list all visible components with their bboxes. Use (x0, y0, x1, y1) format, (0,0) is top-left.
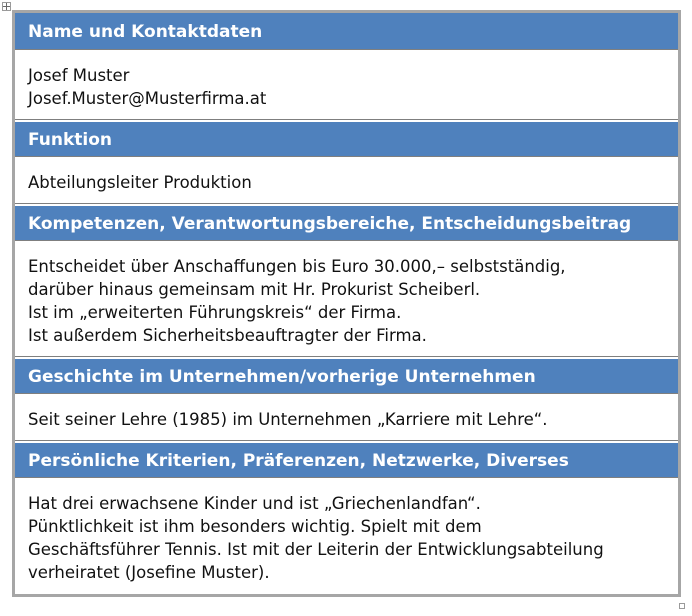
body-name-contact[interactable] (15, 49, 678, 120)
header-competences: Kompetenzen, Verantwortungsbereiche, Entscheidungsbeitrag (15, 204, 678, 240)
header-history: Geschichte im Unternehmen/vorherige Unternehmen (15, 357, 678, 393)
personal-line: Hat drei erwachsene Kinder und ist „Griechenlandfan“. (28, 494, 481, 513)
header-name-contact: Name und Kontaktdaten (15, 13, 678, 49)
competences-line: Entscheidet über Anschaffungen bis Euro 30.000,– selbstständig, (28, 257, 566, 276)
body-history[interactable] (15, 393, 678, 441)
contact-profile-table (12, 10, 681, 597)
personal-line: verheiratet (Josefine Muster). (28, 563, 270, 582)
personal-line: Pünktlichkeit ist ihm besonders wichtig. Spielt mit dem (28, 517, 482, 536)
header-personal: Persönliche Kriterien, Präferenzen, Netzwerke, Diverses (15, 441, 678, 477)
table-move-handle-icon[interactable] (2, 2, 11, 11)
competences-line: darüber hinaus gemeinsam mit Hr. Prokurist Scheiberl. (28, 280, 481, 299)
body-competences[interactable] (15, 240, 678, 357)
competences-line: Ist außerdem Sicherheitsbeauftragter der Firma. (28, 326, 427, 345)
contact-name: Josef Muster (28, 66, 130, 85)
body-personal[interactable] (15, 477, 678, 594)
function-text: Abteilungsleiter Produktion (28, 173, 252, 192)
contact-email: Josef.Muster@Musterfirma.at (28, 89, 267, 108)
competences-line: Ist im „erweiterten Führungskreis“ der Firma. (28, 303, 402, 322)
table-resize-handle-icon[interactable] (679, 603, 685, 609)
body-function[interactable] (15, 156, 678, 204)
header-function: Funktion (15, 120, 678, 156)
personal-line: Geschäftsführer Tennis. Ist mit der Leiterin der Entwicklungsabteilung (28, 540, 604, 559)
history-text: Seit seiner Lehre (1985) im Unternehmen „Karriere mit Lehre“. (28, 410, 548, 429)
